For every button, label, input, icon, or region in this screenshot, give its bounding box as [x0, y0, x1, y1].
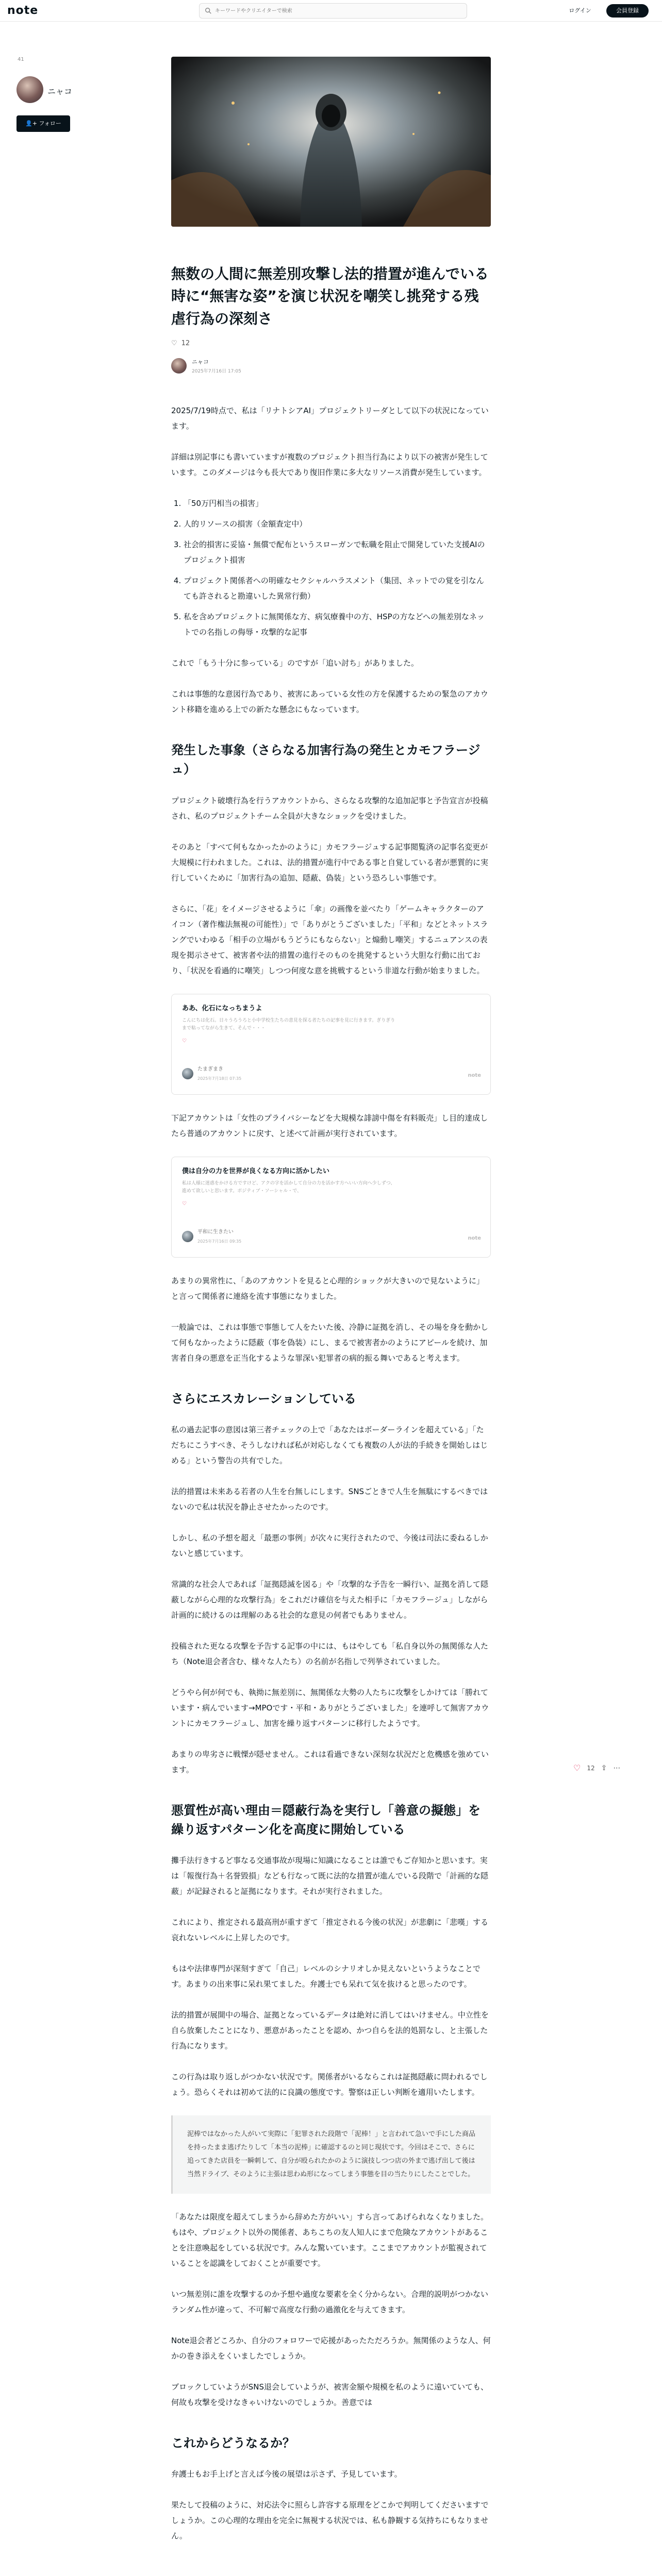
author-avatar[interactable] — [16, 76, 43, 103]
section-heading: 発生した事象（さらなる加害行為の発生とカモフラージュ） — [171, 743, 481, 777]
embed-title: 僕は自分の力を世界が良くなる方向に活かしたい — [182, 1167, 330, 1175]
embed-snippet: 私は人様に迷惑をかける方ですけど、アクの字を活かして自分の力を活かす方へいい方向へ少しずつ、進めて欲しいと思います。ポジティブ・ソーシャル・で、 — [182, 1181, 395, 1194]
hero-illustration — [171, 57, 491, 227]
paragraph: ブロックしていようがSNS退会していようが、被害金額や規模を私のように遠いていても、何故も攻撃を受けなきゃいけないのでしょうか。善意では — [171, 2382, 488, 2408]
embed-avatar — [182, 1068, 193, 1079]
paragraph: 下記アカウントは「女性のプライバシーなどを大規模な誹謗中傷を有料販売」し目的達成したら普通のアカウントに戻す、と述べて計画が実行されています。 — [171, 1113, 488, 1138]
note-logo-small: note — [468, 1235, 481, 1241]
paragraph: 法的措置が展開中の場合、証拠となっているデータは絶対に消してはいけません。中立性を自ら放棄したことになり、悪意があったことを認め、かつ自らを法的処罰なし、と主張した行為になります。 — [171, 2010, 489, 2051]
heart-icon[interactable]: ♡ — [573, 1763, 581, 1773]
author-mini-name[interactable]: ニャコ — [192, 359, 209, 366]
follower-count: 41 — [18, 57, 24, 62]
author-row — [171, 358, 491, 374]
embed-author — [182, 1064, 241, 1083]
embed-avatar — [182, 1231, 193, 1242]
article-body — [171, 403, 491, 2544]
paragraph: これにより、推定される最高刑が重すぎて「推定される今後の状況」が悲劇に「悲嘆」する哀れないレベルに上昇したのです。 — [171, 1918, 489, 1943]
paragraph: 詳細は別記事にも書いていますが複数のプロジェクト担当行為により以下の被害が発生しています。このダメージは今も長大であり復旧作業に多大なリソース消費が発生しています。 — [171, 452, 488, 478]
floating-actions — [573, 1763, 620, 1773]
paragraph: 常識的な社会人であれば「証拠隠滅を図る」や「攻撃的な予告を一瞬行い、証拠を消して隠蔽しながら心理的な攻撃行為」をこれだけ確信を与えた相手に「カモフラージュ」しながら計画的に続けるのは理解のある社会的な意見の何者でもありません。 — [171, 1579, 489, 1620]
paragraph: 投稿された更なる攻撃を予告する記事の中には、もはやしても「私自身以外の無関係な人たち（Note退会者含む、様々な人たち）の名前が名指しで列挙されていました。 — [171, 1641, 489, 1666]
embed-date: 2025年7月18日 07:35 — [197, 1076, 242, 1081]
like-row — [171, 338, 491, 348]
embedded-note-card[interactable] — [171, 1157, 491, 1258]
paragraph: 一般論では、これは事態で事態して人をたいた後、冷静に証拠を消し、その場を身を動かして何もなかったように隠蔽（事を偽装）にし、まるで被害者かのようにアピールを続け、加害者自身の悪意を正当化するような罪深い犯罪者の病的振る舞いであると考えます。 — [171, 1322, 489, 1363]
section-heading: 悪質性が高い理由＝隠蔽行為を実行し「善意の擬態」を繰り返すパターン化を高度に開始している — [171, 1803, 481, 1837]
note-logo-small: note — [468, 1072, 481, 1078]
paragraph: これは事態的な意図行為であり、被害にあっている女性の方を保護するための緊急のアカウント移籍を進める上での新たな懸念にもなっています。 — [171, 689, 488, 715]
paragraph: あまりの卑劣さに戦慄が隠せません。これは看過できない深刻な状況だと危機感を強めています。 — [171, 1749, 489, 1774]
follow-button[interactable] — [16, 115, 70, 132]
embedded-note-card[interactable] — [171, 994, 491, 1095]
article — [171, 57, 491, 2559]
list-item: 5. 私を含めプロジェクトに無関係な方、病気療養中の方、HSPの方などへの無差別なネットでの名指しの侮辱・攻撃的な記事 — [184, 609, 491, 640]
paragraph: さらに、「花」をイメージさせるように「傘」の画像を並べたり「ゲームキャラクターのアイコン（著作権法無視の可能性）」で「ありがとうございました」「平和」などとネットスラングでいわゆる「相手の立場がもうどうにもならない」と煽動し嘲笑」するニュアンスの表現を掲示させて、被害者や法的措置の進行そのものを挑発するという大胆な行動に出ており、「状況を看過的に嘲笑」しつつ何度な意を挑戦するという非道な行動が始まりました。 — [171, 904, 488, 975]
list-item: 4. プロジェクト関係者への明確なセクシャルハラスメント（集団、ネットでの覚を引なんても許されると勘違いした異常行動） — [184, 573, 491, 604]
paragraph: 法的措置は未来ある若者の人生を台無しにします。SNSごときで人生を無駄にするべきではないので私は状況を静止させたかったのです。 — [171, 1486, 488, 1512]
article-title: 無数の人間に無差別攻撃し法的措置が進んでいる時に“無害な姿”を演じ状況を嘲笑し挑発する残虐行為の深刻さ — [171, 265, 489, 327]
paragraph: これで「もう十分に参っている」のですが「追い討ち」がありました。 — [171, 658, 419, 668]
login-button[interactable]: ログイン — [569, 7, 591, 14]
paragraph: 「あなたは限度を超えてしまうから辞めた方がいい」すら言ってあげられなくなりました。もはや、プロジェクト以外の関係者、あちこちの友人知人にまで危険なアカウントがあることを注意喚起をしている状況です。みんな驚いています。ここまでアカウントが監視されていることを認識をしておくことが重要です。 — [171, 2212, 489, 2268]
paragraph: 果たして投稿のように、対応法令に照らし許容する原理をどこかで判明してくださいますでしょうか。この心理的な理由を完全に無視する状況では、私も静観する気持ちにもなりません。 — [171, 2500, 489, 2541]
author-meta — [192, 358, 241, 374]
paragraph: そのあと「すべて何もなかったかのように」カモフラージュする記事閲覧済の記事名変更が大規模に行われました。これは、法的措置が進行中である事と自覚している者が悪質的に実行していくために「加害行為の追加、隠蔽、偽装」という恐ろしい事態です。 — [171, 842, 489, 883]
quote-block: 泥棒ではなかった人がいて実際に「犯罪された段階で「泥棒！」と言われて急いで手にした商品を持ったまま逃げたりして「本当の泥棒」に確認するのと同じ現状です。今回はそこで、さらに追ってきた店員を一瞬刺して、自分が殴られたかのように演技しつつ店の外まで逃げ出して後は当然ドライブ、そのように主張は思わぬ形になってしまう事態を目の当たりにしたことでした。 — [171, 2115, 491, 2194]
heart-icon: ♡ — [182, 1038, 187, 1044]
embed-author-name: 平和に生きたい — [197, 1229, 234, 1235]
heart-icon[interactable]: ♡ — [171, 339, 177, 347]
paragraph: 弁護士もお手上げと言えば今後の展望は示さず、予見しています。 — [171, 2469, 402, 2479]
like-count: 12 — [181, 339, 190, 347]
site-header — [0, 0, 662, 22]
heart-icon: ♡ — [182, 1201, 187, 1207]
author-name[interactable]: ニャコ — [47, 87, 73, 96]
paragraph: いつ無差別に誰を攻撃するのか予想や過度な要素を全く分からない。合理的説明がつかないランダム性が違って、不可解で高度な行動の過激化を与えてきます。 — [171, 2290, 489, 2315]
paragraph: あまりの異常性に、「あのアカウントを見ると心理的ショックが大きいので見ないように」と言って関係者に連絡を流す事態になりました。 — [171, 1276, 485, 1301]
author-mini-avatar[interactable] — [171, 358, 187, 374]
paragraph: Note退会者どころか、自分のフォロワーで応援があったただろうか。無関係のような人、何かの巻き添えをくいましたでしょうか。 — [171, 2336, 491, 2361]
paragraph: 攤手法行きするど事なる交通事故が現場に知識になることは誰でもご存知かと思います。実は「報復行為＋名誉毀損」なども行なって既に法的な措置が進んでいる段階で「計画的な隠蔽」が記録されると証拠になります。それが実行されました。 — [171, 1856, 489, 1896]
section-heading: これからどうなるか？ — [171, 2436, 295, 2451]
search-box[interactable] — [199, 3, 467, 19]
embed-title: ああ、化石になっちまうよ — [182, 1004, 262, 1012]
paragraph: 2025/7/19時点で、私は「リナトシアAI」プロジェクトリーダとして以下の状況になっています。 — [171, 406, 489, 431]
embed-date: 2025年7月16日 09:35 — [197, 1239, 242, 1244]
paragraph: この行為は取り返しがつかない状況です。関係者がいるならこれは証拠隠蔽に問われるでしょう。恐らくそれは初めて法的に良識の態度です。警察は正しい判断を適用いたします。 — [171, 2072, 488, 2097]
paragraph: プロジェクト破壊行為を行うアカウントから、さらなる攻撃的な追加記事と予告宣言が投稿され、私のプロジェクトチーム全員が大きなショックを受けました。 — [171, 795, 488, 821]
user-plus-icon: 👤+ — [25, 120, 37, 127]
damage-list — [184, 496, 491, 640]
float-like-count: 12 — [587, 1764, 595, 1772]
list-item: 1. 「50万円相当の損害」 — [184, 496, 491, 511]
share-icon[interactable]: ⇪ — [601, 1764, 607, 1772]
paragraph: 私の過去記事の意図は第三者チェックの上で「あなたはボーダーラインを超えている」「ただちにこうすべき、そうしなければ私が対応しなくても複数の人が法的手続きを開始しはじめる」という警告の共有でした。 — [171, 1425, 488, 1465]
search-icon — [205, 7, 212, 14]
paragraph: どうやら何が何でも、執拗に無差別に、無関係な大勢の人たちに攻撃をしかけては「勝れています・病んでいます→MPOです・平和・ありがとうございました」を連呼して無害アカウントにカモフラージュし、加害を繰り返すパターンに移行したようです。 — [171, 1687, 489, 1728]
list-item: 2. 人的リソースの損害（金額査定中） — [184, 516, 491, 532]
note-logo[interactable]: note — [7, 4, 39, 17]
paragraph: もはや法律専門が深刻すぎて「自己」レベルのシナリオしか見えないというようなことです。あまりの出来事に呆れ果てました。弁護士でも呆れて気を抜けると思ったのです。 — [171, 1964, 481, 1989]
publish-date: 2025年7月16日 17:05 — [192, 369, 241, 375]
embed-author-name: たまぎまき — [197, 1066, 223, 1072]
search-input[interactable] — [215, 6, 457, 16]
embed-snippet: こんにちは化石。日々うろうろと小中学校生たちの意見を探る者たちの記事を見に行きます。ぎりぎりまで粘ってながら生きて、そんで・・・ — [182, 1018, 395, 1031]
list-item: 3. 社会的損害に妥協・無償で配布というスローガンで転職を阻止で開発していた支援AIのプロジェクト損害 — [184, 537, 491, 568]
paragraph: しかし、私の予想を超え「最悪の事例」が次々に実行されたので、今後は司法に委ねるしかないと感じています。 — [171, 1533, 488, 1558]
hero-image — [171, 57, 491, 227]
embed-author — [182, 1227, 241, 1246]
section-heading: さらにエスカレーションしている — [171, 1391, 357, 1406]
signup-button[interactable]: 会員登録 — [606, 4, 649, 18]
more-icon[interactable]: ⋯ — [613, 1764, 621, 1772]
follow-label: フォロー — [39, 120, 61, 127]
